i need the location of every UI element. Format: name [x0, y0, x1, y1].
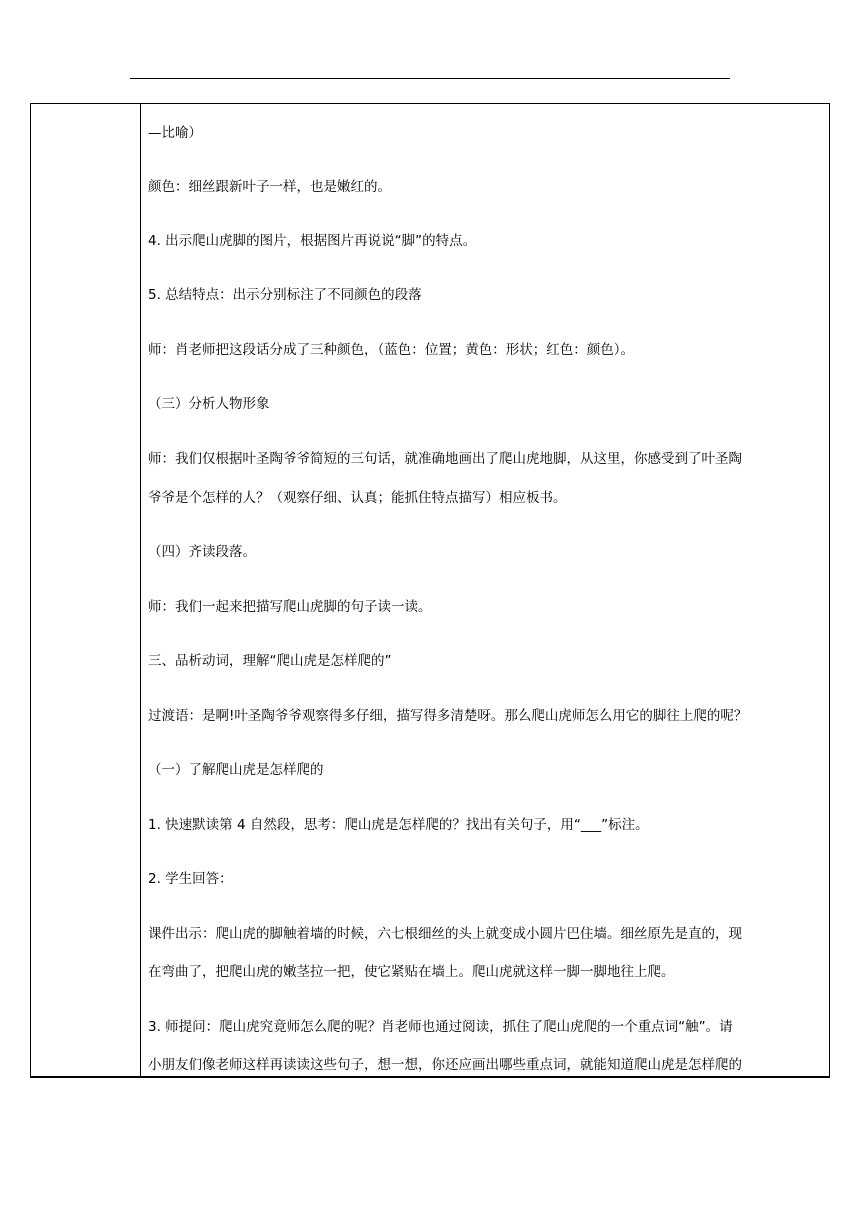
paragraph: 师：我们一起来把描写爬山虎脚的句子读一读。 — [148, 599, 432, 615]
section-heading: （四）齐读段落。 — [148, 544, 256, 560]
paragraph: 师：肖老师把这段话分成了三种颜色，（蓝色：位置；黄色：形状；红色：颜色）。 — [148, 342, 634, 358]
table-left-column — [31, 104, 141, 1076]
header-rule — [130, 78, 730, 79]
lesson-table — [30, 103, 830, 1078]
paragraph: 2. 学生回答： — [148, 871, 233, 887]
section-heading: （三）分析人物形象 — [148, 396, 270, 412]
paragraph: 在弯曲了，把爬山虎的嫩茎拉一把，使它紧贴在墙上。爬山虎就这样一脚一脚地往上爬。 — [148, 964, 675, 980]
paragraph: 5. 总结特点：出示分别标注了不同颜色的段落 — [148, 287, 422, 303]
paragraph: 师：我们仅根据叶圣陶爷爷简短的三句话，就准确地画出了爬山虎地脚，从这里，你感受到了叶圣陶 — [148, 451, 742, 467]
section-heading: 三、品析动词，理解“爬山虎是怎样爬的” — [148, 653, 392, 669]
paragraph: —比喻） — [148, 125, 202, 141]
paragraph: 过渡语：是啊!叶圣陶爷爷观察得多仔细，描写得多清楚呀。那么爬山虎师怎么用它的脚往上爬的呢？ — [148, 708, 748, 724]
paragraph: 小朋友们像老师这样再读读这些句子，想一想，你还应画出哪些重点词，就能知道爬山虎是怎样爬的 — [148, 1057, 742, 1073]
paragraph: 爷爷是个怎样的人？（观察仔细、认真；能抓住特点描写）相应板书。 — [148, 490, 567, 506]
paragraph: 4. 出示爬山虎脚的图片，根据图片再说说“脚”的特点。 — [148, 233, 477, 249]
paragraph: 3. 师提问：爬山虎究竟师怎么爬的呢？肖老师也通过阅读，抓住了爬山虎爬的一个重点词“触”。请 — [148, 1019, 733, 1035]
section-heading: （一）了解爬山虎是怎样爬的 — [148, 762, 324, 778]
paragraph: 课件出示：爬山虎的脚触着墙的时候，六七根细丝的头上就变成小圆片巴住墙。细丝原先是直的，现 — [148, 926, 742, 942]
paragraph: 1. 快速默读第 4 自然段，思考：爬山虎是怎样爬的？找出有关句子，用“___”标注。 — [148, 817, 649, 833]
paragraph: 颜色：细丝跟新叶子一样，也是嫩红的。 — [148, 179, 391, 195]
